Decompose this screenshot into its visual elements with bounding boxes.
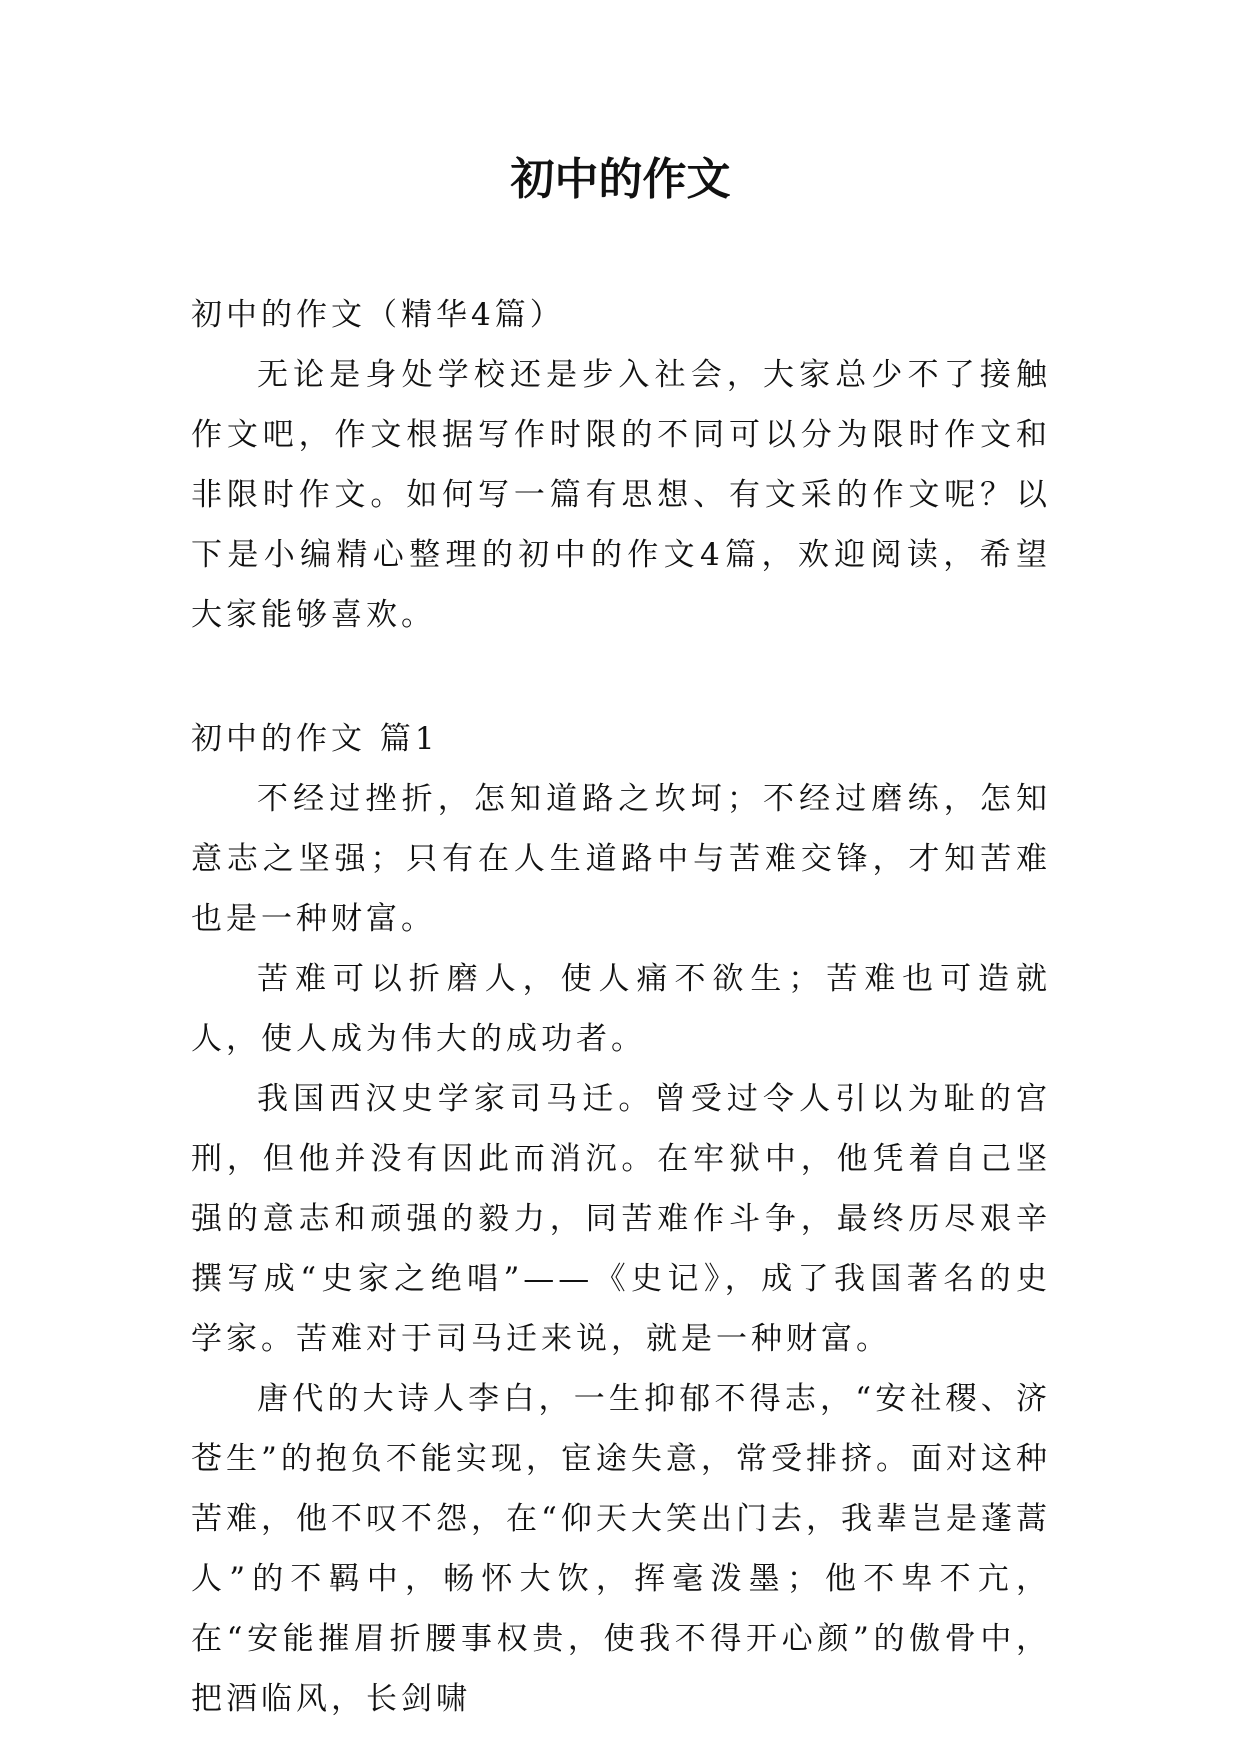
section-heading: 初中的作文 篇1 bbox=[191, 721, 439, 757]
body-paragraph: 不经过挫折，怎知道路之坎坷；不经过磨练，怎知意志之坚强；只有在人生道路中与苦难交锋，才知苦难也是一种财富。 bbox=[191, 781, 1051, 937]
section-spacer bbox=[191, 645, 1051, 709]
document-subtitle: 初中的作文（精华4篇） bbox=[191, 297, 565, 333]
body-paragraph: 苦难可以折磨人，使人痛不欲生；苦难也可造就人，使人成为伟大的成功者。 bbox=[191, 961, 1051, 1057]
document-body bbox=[191, 285, 1051, 1729]
body-paragraph: 唐代的大诗人李白，一生抑郁不得志，“安社稷、济苍生”的抱负不能实现，宦途失意，常受排挤。面对这种苦难，他不叹不怨，在“仰天大笑出门去，我辈岂是蓬蒿人”的不羁中，畅怀大饮，挥毫泼墨；他不卑不亢，在“安能摧眉折腰事权贵，使我不得开心颜”的傲骨中，把酒临风，长剑啸 bbox=[191, 1381, 1051, 1717]
document-title: 初中的作文 bbox=[510, 154, 731, 205]
intro-paragraph: 无论是身处学校还是步入社会，大家总少不了接触作文吧，作文根据写作时限的不同可以分为限时作文和非限时作文。如何写一篇有思想、有文采的作文呢？以下是小编精心整理的初中的作文4篇，欢迎阅读，希望大家能够喜欢。 bbox=[191, 357, 1051, 633]
body-paragraph: 我国西汉史学家司马迁。曾受过令人引以为耻的宫刑，但他并没有因此而消沉。在牢狱中，他凭着自己坚强的意志和顽强的毅力，同苦难作斗争，最终历尽艰辛撰写成“史家之绝唱”——《史记》，成了我国著名的史学家。苦难对于司马迁来说，就是一种财富。 bbox=[191, 1081, 1051, 1357]
